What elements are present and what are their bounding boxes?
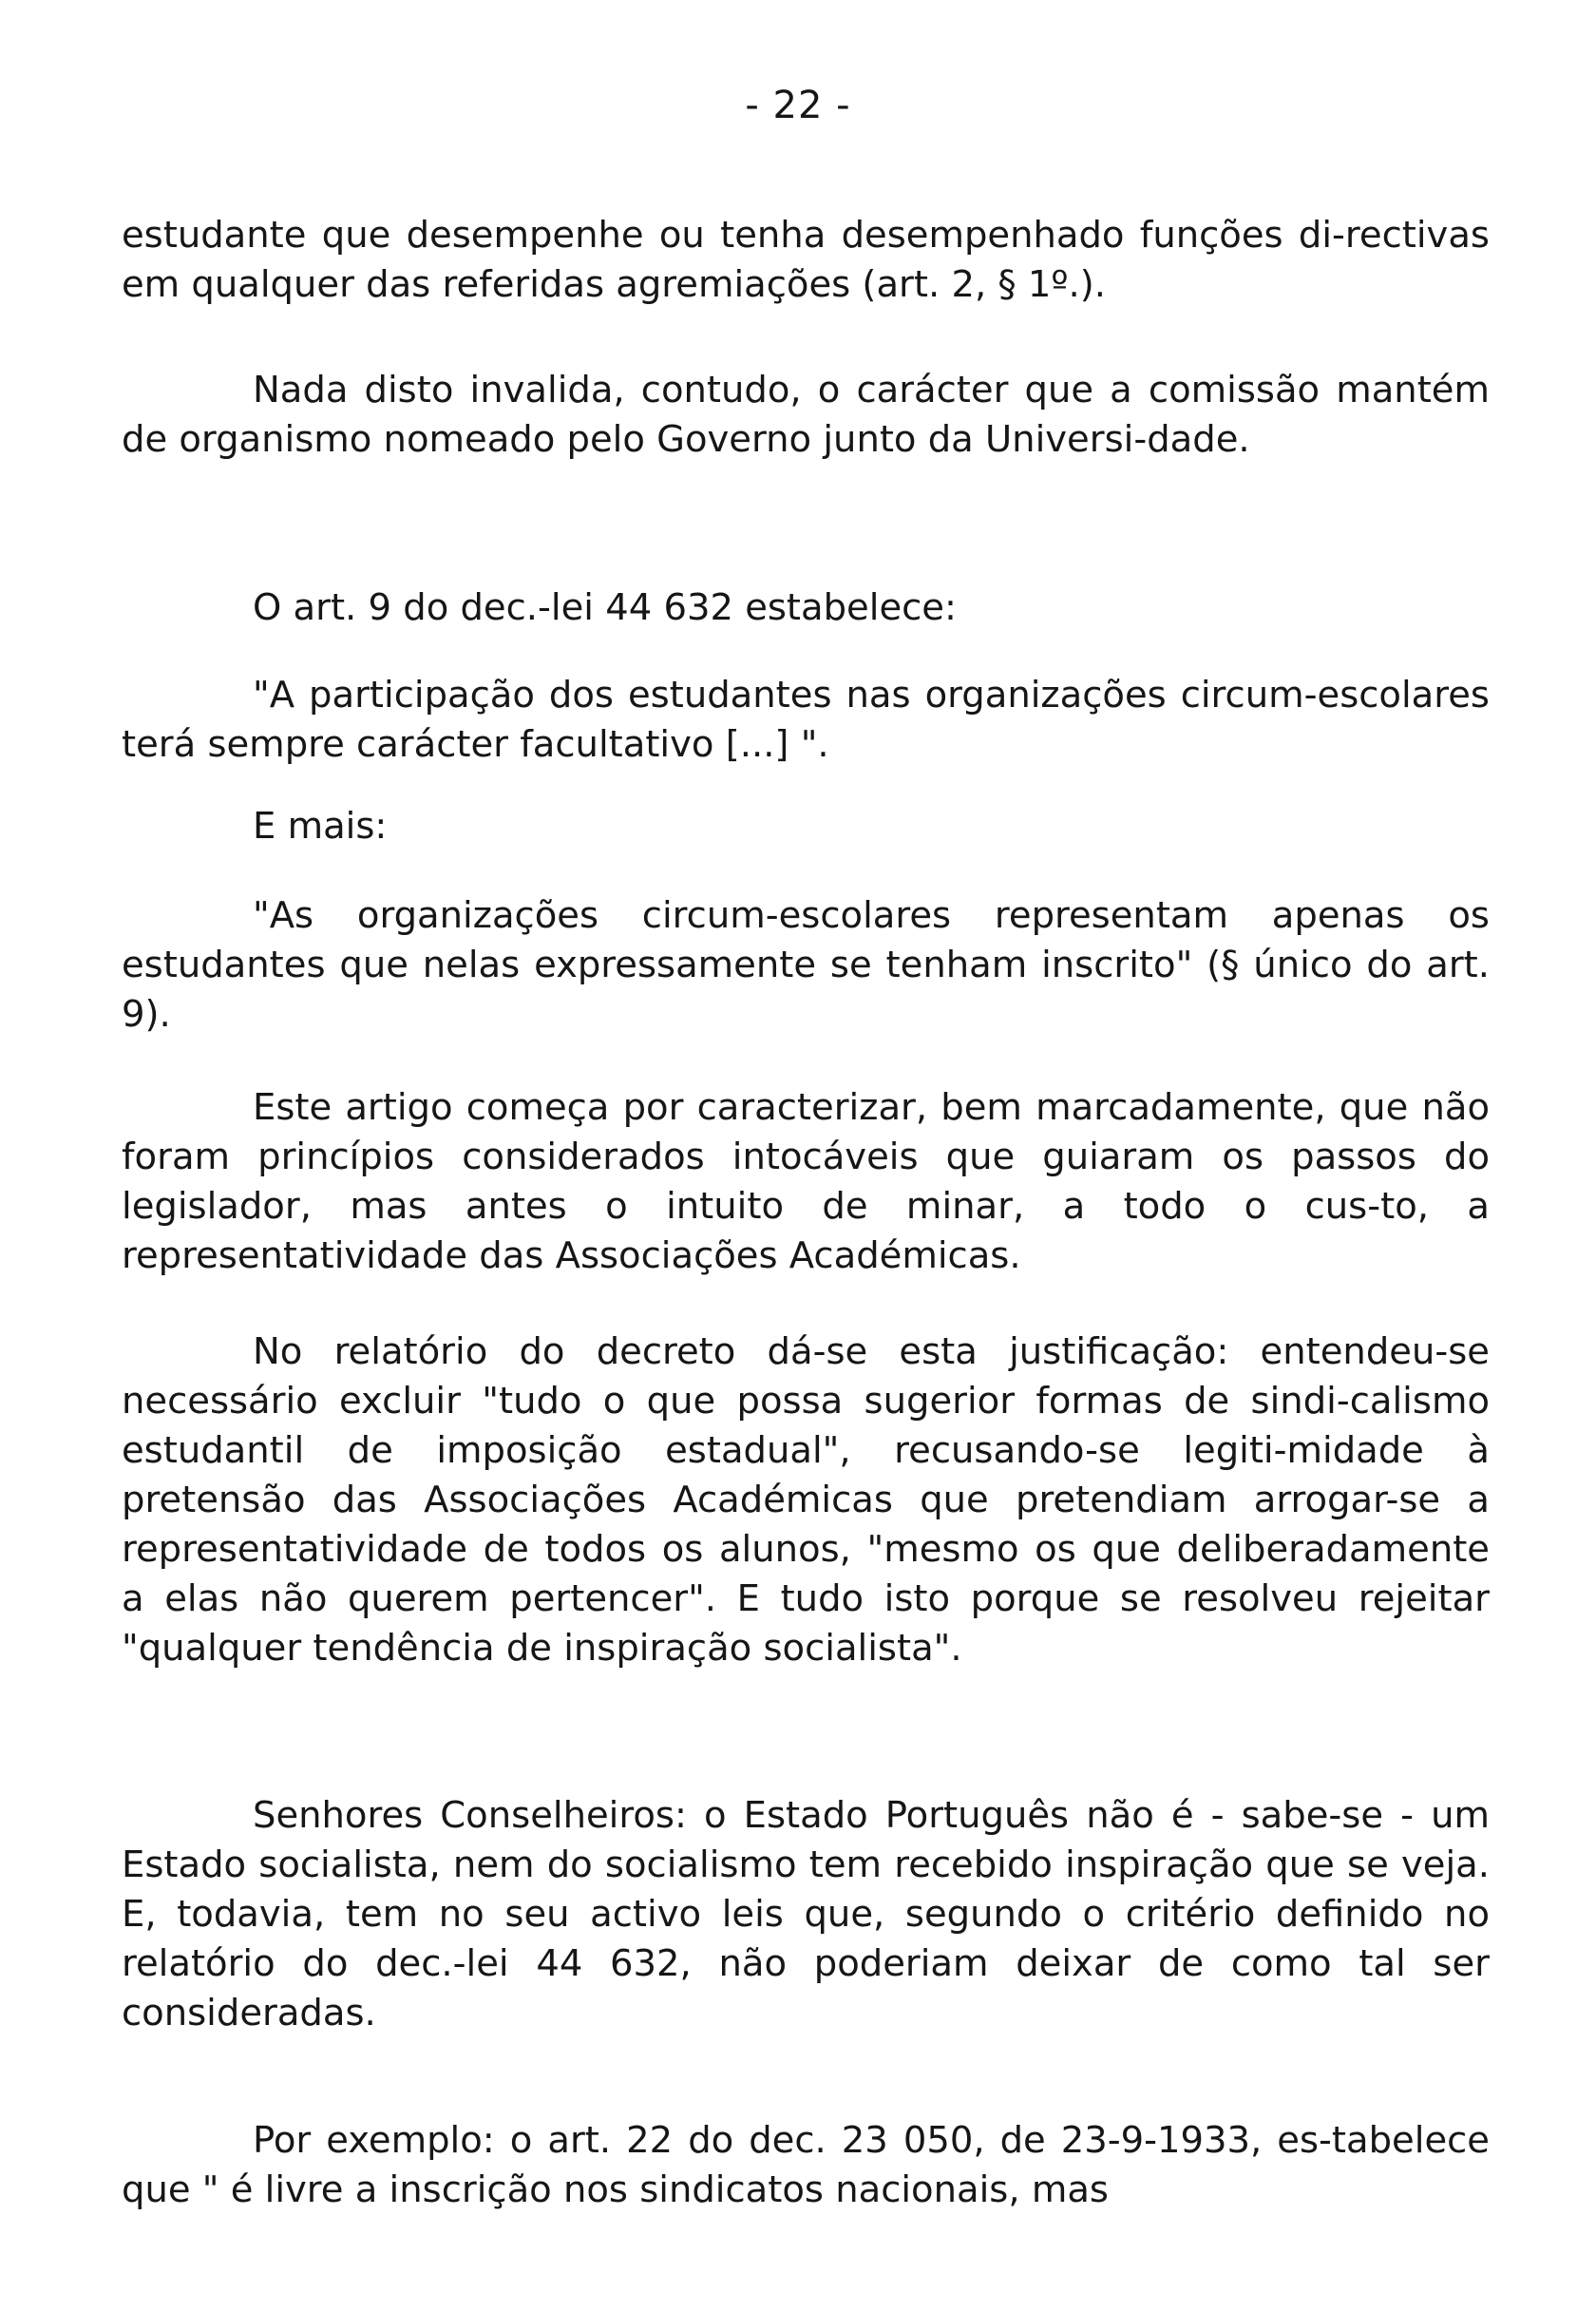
paragraph-continuation: estudante que desempenhe ou tenha desempenhado funções di-rectivas em qualquer das referidas agremiações (art. 2, § 1º.). — [122, 214, 1490, 306]
quote-participation: "A participação dos estudantes nas organizações circum-escolares terá sempre carácter facultativo [...] ". — [122, 674, 1490, 766]
paragraph-commission: Nada disto invalida, contudo, o carácter que a comissão mantém de organismo nomeado pelo Governo junto da Universi-dade. — [122, 369, 1490, 461]
paragraph-senhores-conselheiros: Senhores Conselheiros: o Estado Português não é - sabe-se - um Estado socialista, nem do socialismo tem recebido inspiração que se veja. E, todavia, tem no seu activo leis que, segundo o critério definido no relatório do dec.-lei 44 632, não poderiam deixar de como tal ser consideradas. — [122, 1794, 1490, 2034]
paragraph-example: Por exemplo: o art. 22 do dec. 23 050, de 23-9-1933, es-tabelece que " é livre a inscrição nos sindicatos nacionais, mas — [122, 2119, 1490, 2211]
quote-representation: "As organizações circum-escolares representam apenas os estudantes que nelas expressamente se tenham inscrito" (§ único do art. 9). — [122, 894, 1490, 1036]
paragraph-e-mais: E mais: — [253, 805, 388, 848]
paragraph-this-article: Este artigo começa por caracterizar, bem marcadamente, que não foram princípios considerados intocáveis que guiaram os passos do legislador, mas antes o intuito de minar, a todo o cus-to, a representatividade das Associações Académicas. — [122, 1086, 1490, 1277]
paragraph-article-9: O art. 9 do dec.-lei 44 632 estabelece: — [253, 586, 957, 629]
paragraph-report: No relatório do decreto dá-se esta justificação: entendeu-se necessário excluir "tudo o que possa sugerior formas de sindi-calismo estudantil de imposição estadual", recusando-se legiti-midade à pretensão das Associações Académicas que pretendiam arrogar-se a representatividade de todos os alunos, "mesmo os que deliberadamente a elas não querem pertencer". E tudo isto porque se resolveu rejeitar "qualquer tendência de inspiração socialista". — [122, 1330, 1490, 1670]
page-number: - 22 - — [745, 84, 851, 127]
